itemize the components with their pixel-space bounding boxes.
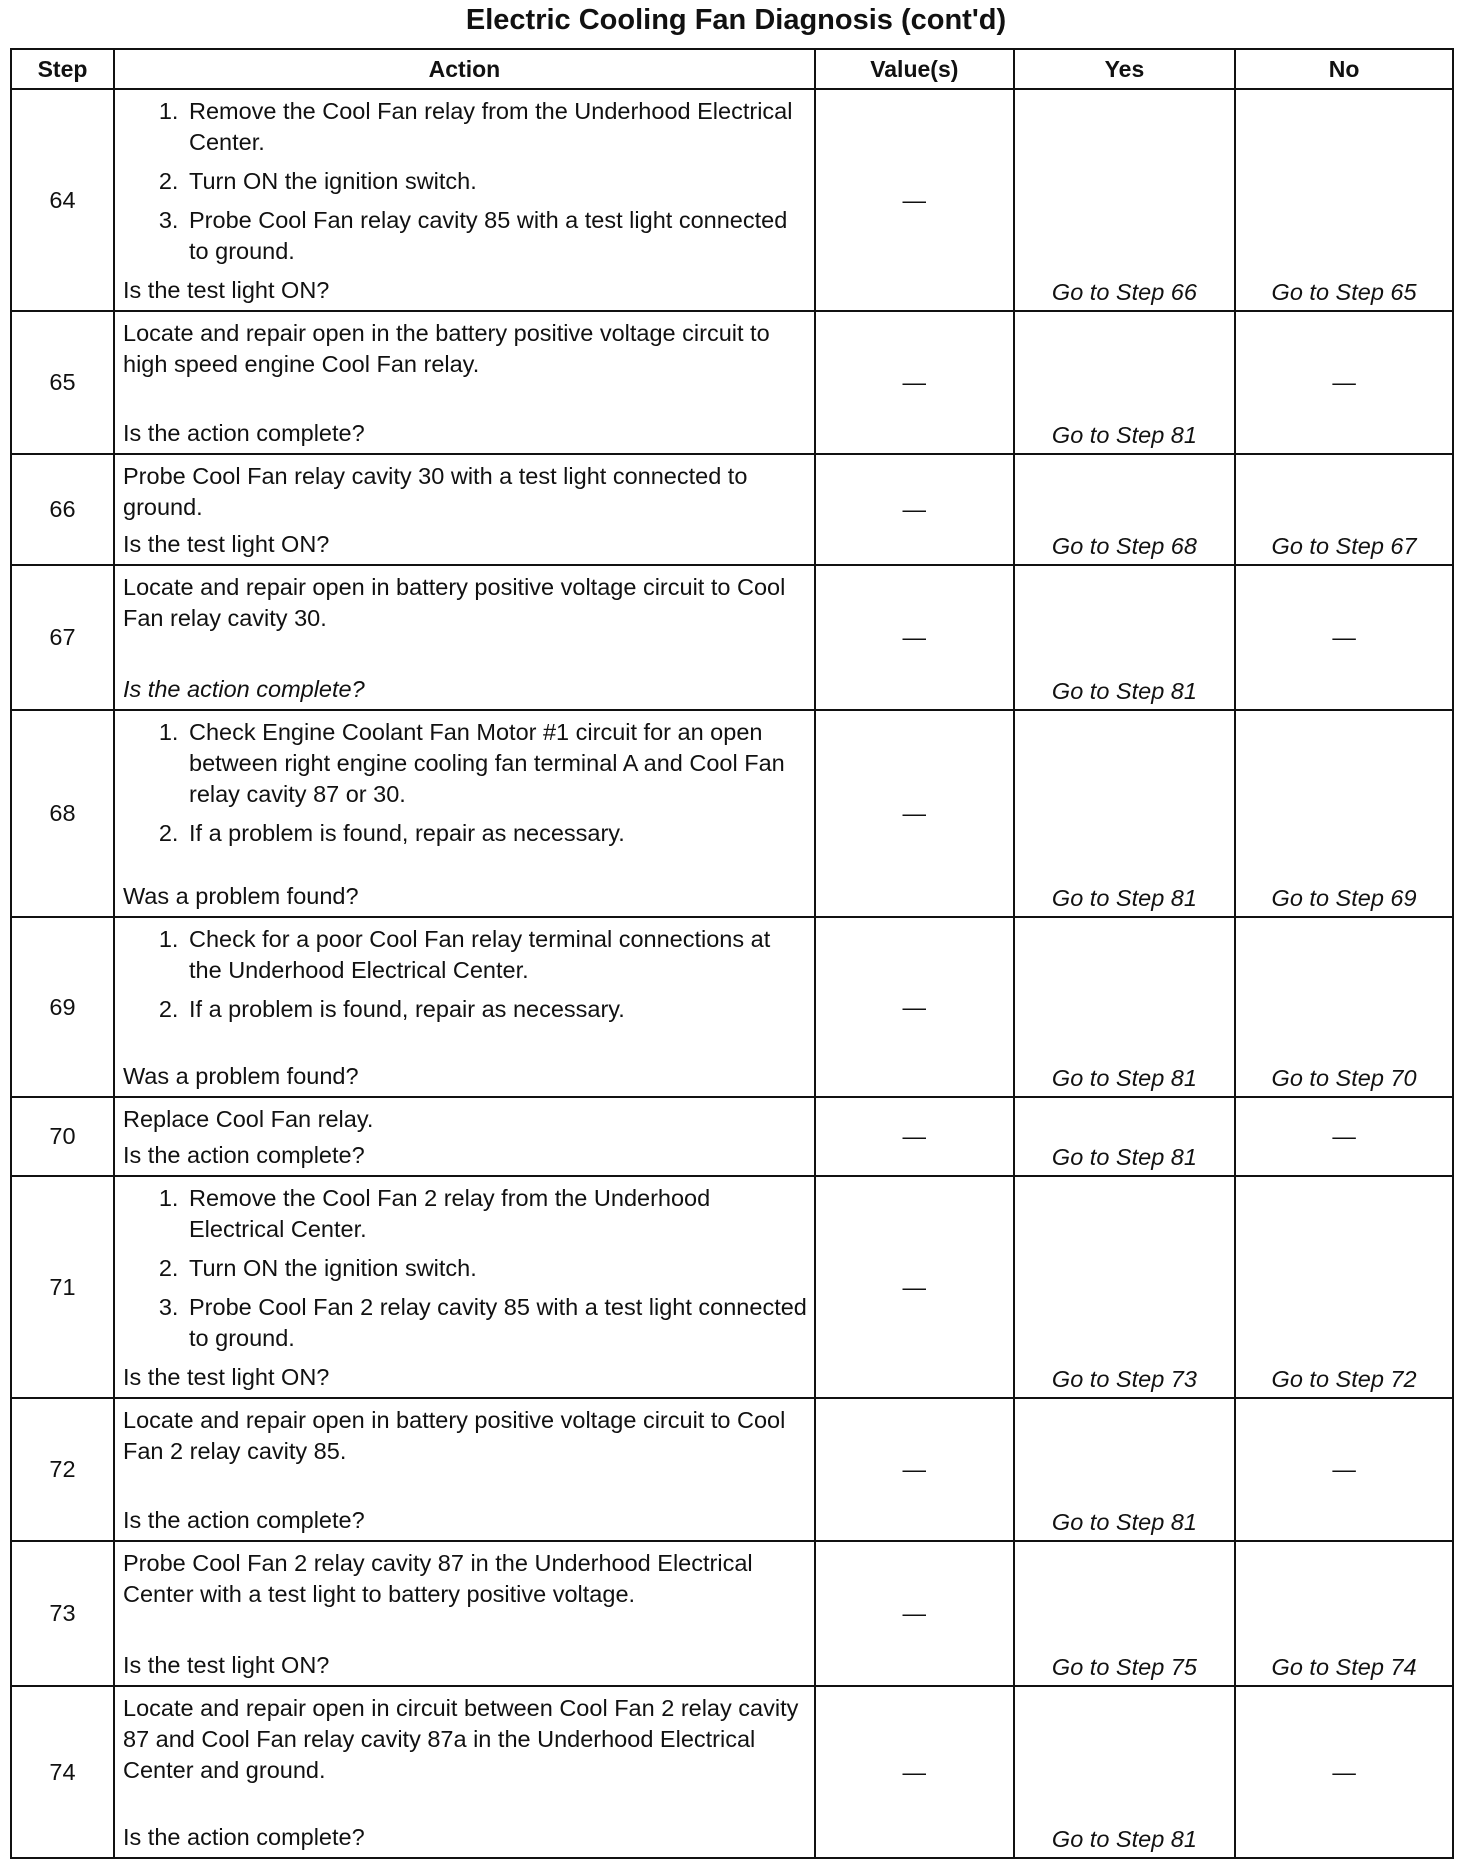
yes-goto: Go to Step 66 xyxy=(1051,279,1197,305)
yes-cell xyxy=(1014,454,1235,565)
diagnosis-table xyxy=(10,48,1454,1859)
no-cell xyxy=(1235,89,1453,311)
step-number: 70 xyxy=(11,1097,114,1176)
no-cell: — xyxy=(1235,1097,1453,1176)
yes-goto: Go to Step 81 xyxy=(1051,678,1197,704)
value-cell: — xyxy=(815,1541,1014,1686)
header-yes: Yes xyxy=(1014,49,1235,89)
action-text: Probe Cool Fan 2 relay cavity 87 in the Underhood Electrical Center with a test light to battery positive voltage. xyxy=(123,1550,753,1607)
step-number: 64 xyxy=(11,89,114,311)
yes-goto: Go to Step 75 xyxy=(1051,1654,1197,1680)
action-cell xyxy=(114,917,815,1097)
no-cell: — xyxy=(1235,311,1453,454)
table-row xyxy=(11,1686,1453,1858)
yes-cell xyxy=(1014,89,1235,311)
action-question: Was a problem found? xyxy=(123,883,359,909)
yes-goto: Go to Step 81 xyxy=(1051,1144,1197,1170)
value-cell: — xyxy=(815,710,1014,917)
value-cell: — xyxy=(815,1176,1014,1398)
yes-cell xyxy=(1014,1398,1235,1541)
table-row xyxy=(11,917,1453,1097)
yes-goto: Go to Step 81 xyxy=(1051,422,1197,448)
action-question: Is the test light ON? xyxy=(123,531,330,557)
no-cell xyxy=(1235,917,1453,1097)
no-goto: Go to Step 70 xyxy=(1271,1065,1417,1091)
yes-cell xyxy=(1014,710,1235,917)
action-text: Locate and repair open in the battery positive voltage circuit to high speed engine Cool Fan relay. xyxy=(123,320,770,377)
no-cell xyxy=(1235,1176,1453,1398)
action-question: Is the action complete? xyxy=(123,420,365,446)
step-number: 71 xyxy=(11,1176,114,1398)
action-cell xyxy=(114,565,815,710)
action-question: Was a problem found? xyxy=(123,1063,359,1089)
action-step: 3. Probe Cool Fan relay cavity 85 with a test light connected to ground. xyxy=(185,205,808,267)
yes-cell xyxy=(1014,1097,1235,1176)
action-step: 2. Turn ON the ignition switch. xyxy=(185,166,808,197)
action-step: 1. Check Engine Coolant Fan Motor #1 circuit for an open between right engine cooling fan terminal A and Cool Fan relay cavity 87 or 30. xyxy=(185,717,808,810)
action-cell xyxy=(114,311,815,454)
no-goto: Go to Step 69 xyxy=(1271,885,1417,911)
value-cell: — xyxy=(815,1097,1014,1176)
action-steps xyxy=(123,717,808,849)
yes-goto: Go to Step 81 xyxy=(1051,885,1197,911)
page-title: Electric Cooling Fan Diagnosis (cont'd) xyxy=(465,4,1007,36)
table-row xyxy=(11,1097,1453,1176)
step-number: 66 xyxy=(11,454,114,565)
yes-goto: Go to Step 68 xyxy=(1051,533,1197,559)
action-step: 2. If a problem is found, repair as necessary. xyxy=(185,818,808,849)
action-cell xyxy=(114,1176,815,1398)
no-goto: Go to Step 67 xyxy=(1271,533,1417,559)
table-row xyxy=(11,565,1453,710)
table-row xyxy=(11,1176,1453,1398)
no-cell: — xyxy=(1235,1398,1453,1541)
value-cell: — xyxy=(815,1686,1014,1858)
yes-cell xyxy=(1014,1686,1235,1858)
no-cell: — xyxy=(1235,1686,1453,1858)
yes-cell xyxy=(1014,917,1235,1097)
step-number: 73 xyxy=(11,1541,114,1686)
action-cell xyxy=(114,1541,815,1686)
no-goto: Go to Step 72 xyxy=(1271,1366,1417,1392)
table-row xyxy=(11,1541,1453,1686)
action-cell xyxy=(114,454,815,565)
step-number: 74 xyxy=(11,1686,114,1858)
yes-cell xyxy=(1014,1541,1235,1686)
action-question: Is the action complete? xyxy=(123,1507,365,1533)
action-text: Locate and repair open in battery positive voltage circuit to Cool Fan 2 relay cavity 85. xyxy=(123,1407,786,1464)
value-cell: — xyxy=(815,565,1014,710)
value-cell: — xyxy=(815,311,1014,454)
yes-cell xyxy=(1014,311,1235,454)
action-steps xyxy=(123,1183,808,1354)
step-number: 65 xyxy=(11,311,114,454)
action-cell xyxy=(114,1686,815,1858)
no-cell xyxy=(1235,1541,1453,1686)
action-step: 1. Remove the Cool Fan relay from the Underhood Electrical Center. xyxy=(185,96,808,158)
action-steps xyxy=(123,924,808,1025)
yes-goto: Go to Step 73 xyxy=(1051,1366,1197,1392)
action-text: Locate and repair open in battery positive voltage circuit to Cool Fan relay cavity 30. xyxy=(123,574,786,631)
action-question: Is the action complete? xyxy=(123,1142,365,1168)
action-question: Is the test light ON? xyxy=(123,277,330,303)
value-cell: — xyxy=(815,454,1014,565)
action-cell xyxy=(114,1097,815,1176)
yes-goto: Go to Step 81 xyxy=(1051,1826,1197,1852)
action-question: Is the test light ON? xyxy=(123,1364,330,1390)
header-step: Step xyxy=(11,49,114,89)
yes-cell xyxy=(1014,1176,1235,1398)
action-step: 1. Check for a poor Cool Fan relay terminal connections at the Underhood Electrical Center. xyxy=(185,924,808,986)
value-cell: — xyxy=(815,89,1014,311)
yes-goto: Go to Step 81 xyxy=(1051,1509,1197,1535)
action-cell xyxy=(114,1398,815,1541)
action-step: 1. Remove the Cool Fan 2 relay from the Underhood Electrical Center. xyxy=(185,1183,808,1245)
no-cell xyxy=(1235,454,1453,565)
action-question: Is the action complete? xyxy=(123,676,365,702)
yes-goto: Go to Step 81 xyxy=(1051,1065,1197,1091)
header-action: Action xyxy=(114,49,815,89)
step-number: 69 xyxy=(11,917,114,1097)
action-text: Locate and repair open in circuit between Cool Fan 2 relay cavity 87 and Cool Fan relay cavity 87a in the Underhood Electrical Center and ground. xyxy=(123,1695,799,1783)
action-cell xyxy=(114,710,815,917)
action-question: Is the action complete? xyxy=(123,1824,365,1850)
no-goto: Go to Step 65 xyxy=(1271,279,1417,305)
action-step: 3. Probe Cool Fan 2 relay cavity 85 with a test light connected to ground. xyxy=(185,1292,808,1354)
table-header-row xyxy=(11,49,1453,89)
action-step: 2. Turn ON the ignition switch. xyxy=(185,1253,808,1284)
action-text: Probe Cool Fan relay cavity 30 with a test light connected to ground. xyxy=(123,463,748,520)
action-cell xyxy=(114,89,815,311)
value-cell: — xyxy=(815,917,1014,1097)
action-text: Replace Cool Fan relay. xyxy=(123,1106,374,1132)
no-cell xyxy=(1235,710,1453,917)
step-number: 68 xyxy=(11,710,114,917)
value-cell: — xyxy=(815,1398,1014,1541)
step-number: 67 xyxy=(11,565,114,710)
action-step: 2. If a problem is found, repair as necessary. xyxy=(185,994,808,1025)
no-goto: Go to Step 74 xyxy=(1271,1654,1417,1680)
action-steps xyxy=(123,96,808,267)
header-values: Value(s) xyxy=(815,49,1014,89)
no-cell: — xyxy=(1235,565,1453,710)
yes-cell xyxy=(1014,565,1235,710)
table-row xyxy=(11,454,1453,565)
header-no: No xyxy=(1235,49,1453,89)
table-row xyxy=(11,89,1453,311)
action-question: Is the test light ON? xyxy=(123,1652,330,1678)
step-number: 72 xyxy=(11,1398,114,1541)
table-row xyxy=(11,710,1453,917)
table-row xyxy=(11,1398,1453,1541)
table-row xyxy=(11,311,1453,454)
